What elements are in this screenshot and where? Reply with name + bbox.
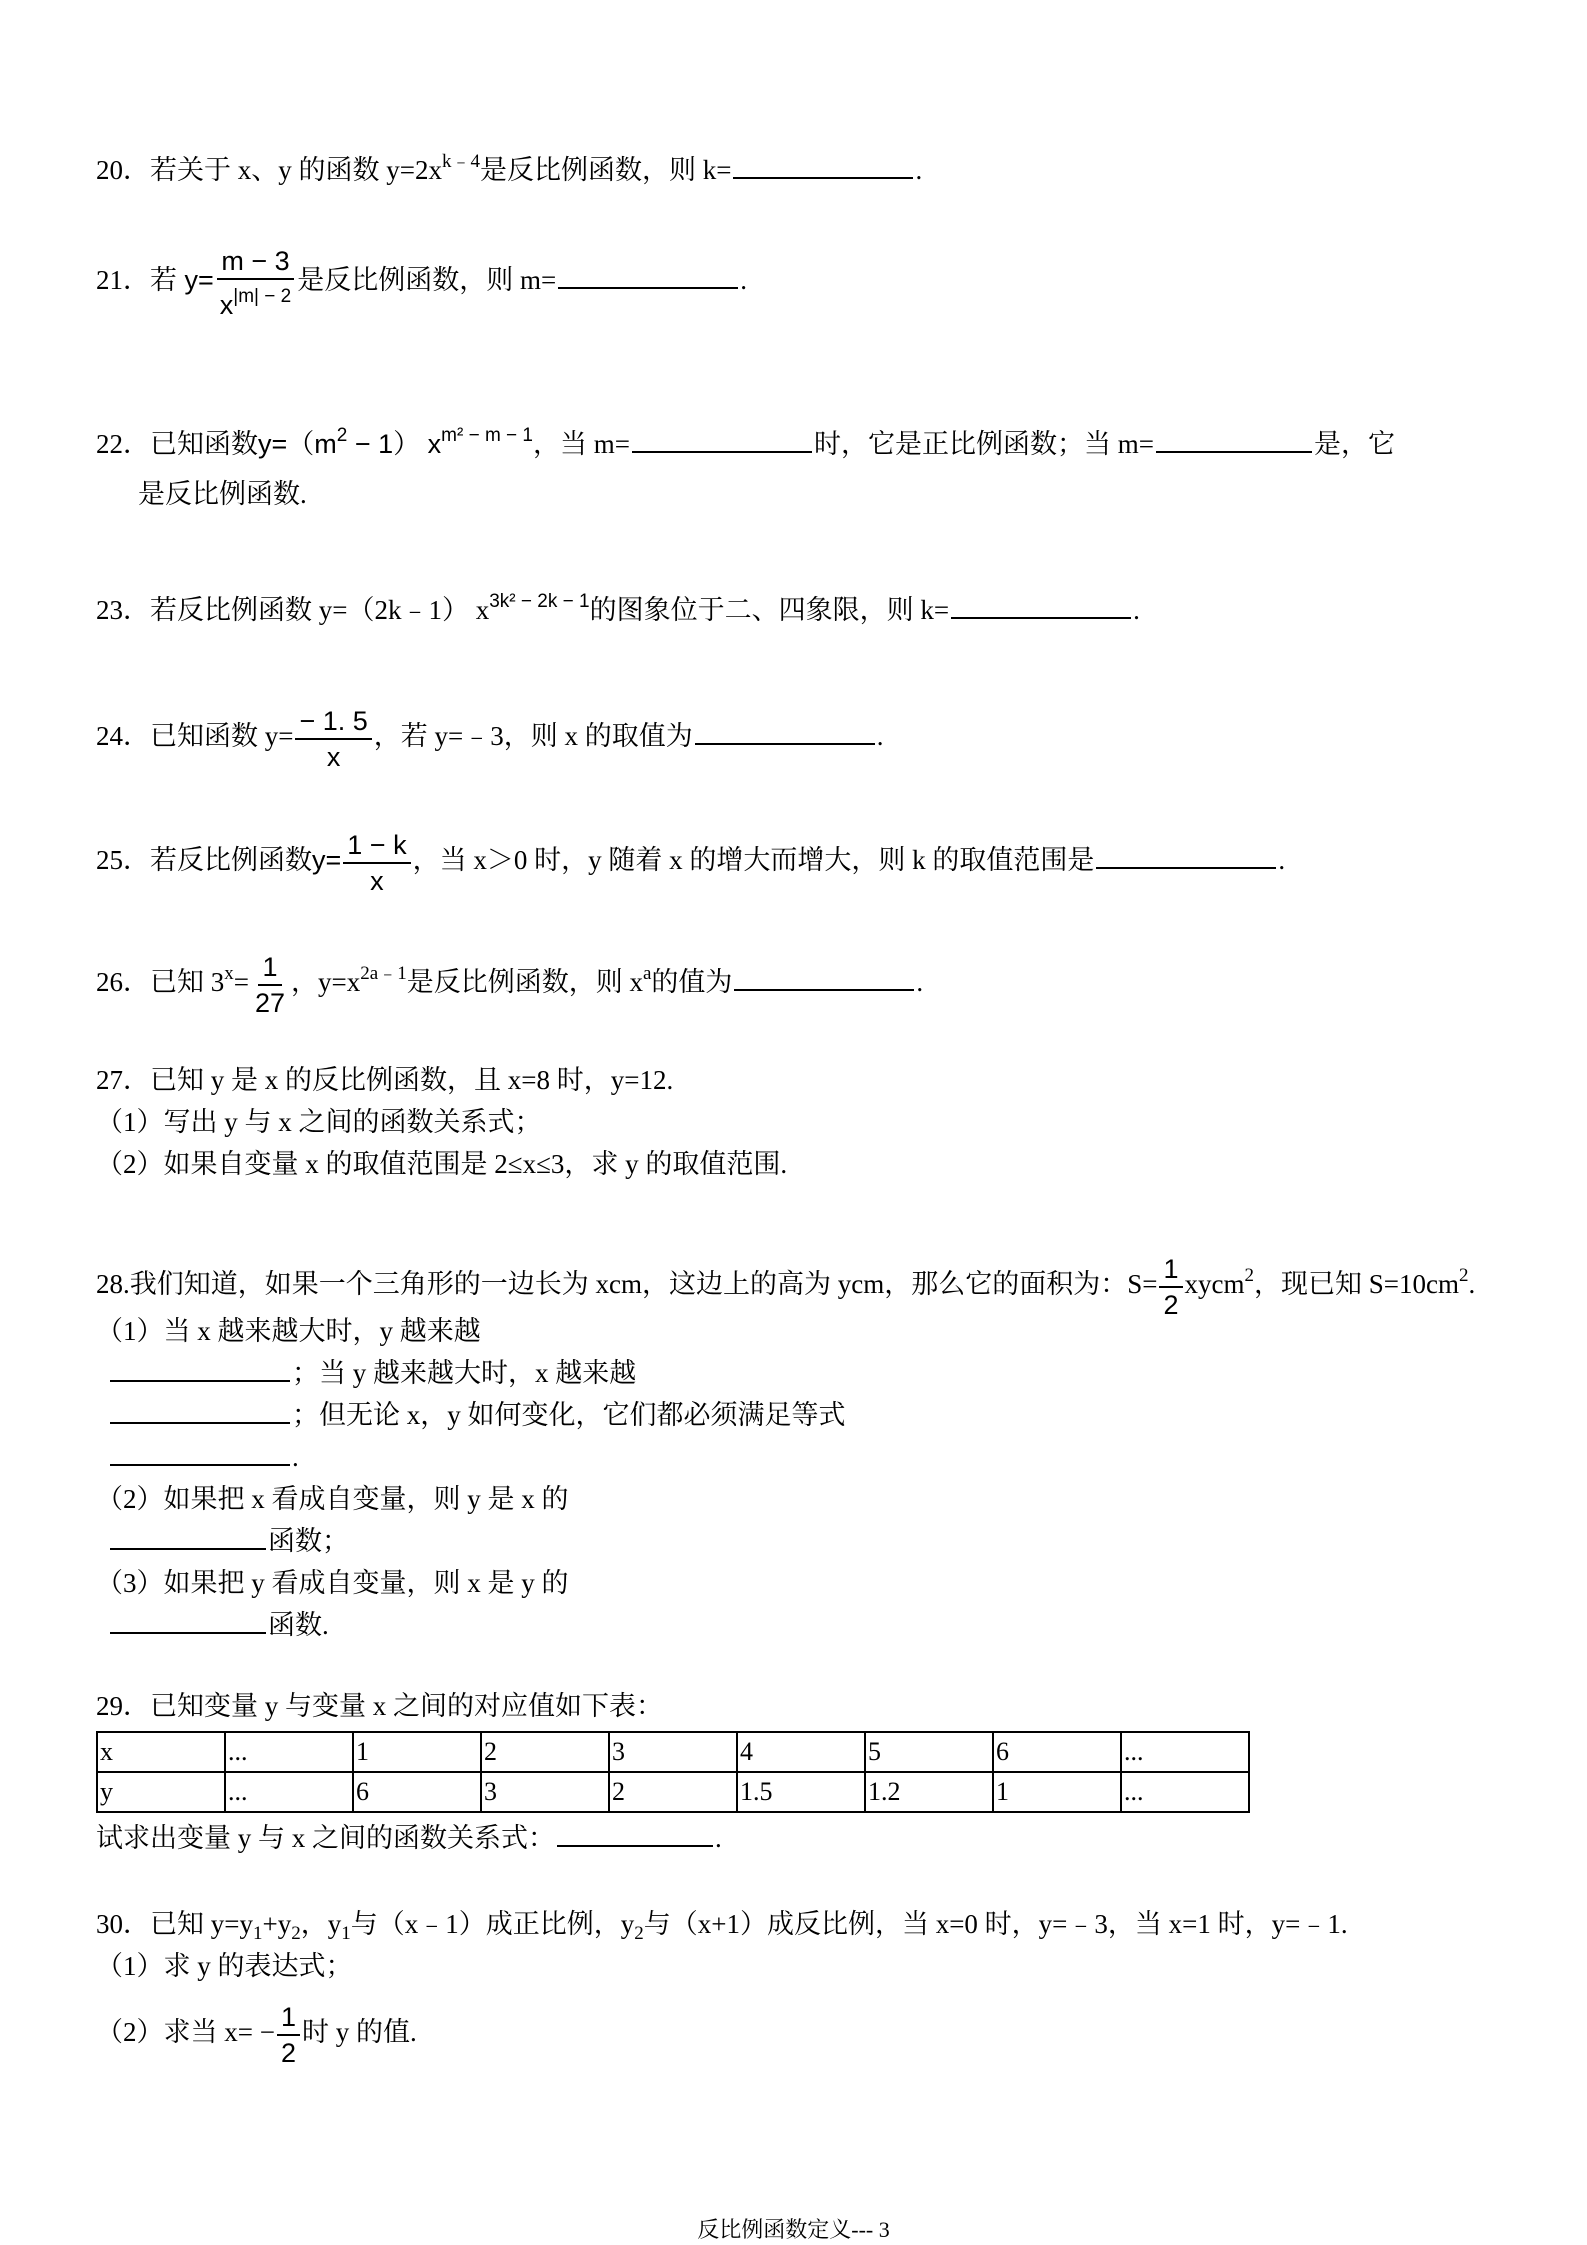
- q25-answer-blank[interactable]: [1096, 845, 1276, 869]
- question-30: 30．已知 $y=y_1+y_2$，$y_1$与（x﹣1）成正比例，$y_2$与（x+1）成反比例，当 x=0 时，y=﹣3，当 x=1 时，y=﹣1.: [96, 1909, 1348, 1944]
- table-cell: x: [97, 1732, 225, 1772]
- question-28: 28.我们知道，如果一个三角形的一边长为 xcm，这边上的高为 ycm，那么它的面积为：S= $\frac{1}{2}$ xycm$^2$，现已知 $S=10cm^2$.: [96, 1254, 1476, 1320]
- table-cell: 4: [737, 1732, 865, 1772]
- table-row-x: [97, 1732, 1249, 1772]
- table-cell: 1: [353, 1732, 481, 1772]
- table-cell: 1.5: [737, 1772, 865, 1812]
- table-cell: 6: [353, 1772, 481, 1812]
- page-footer: 反比例函数定义--- 3: [697, 2217, 890, 2242]
- q24-answer-blank[interactable]: [695, 721, 875, 745]
- table-cell: ...: [1121, 1732, 1249, 1772]
- q21-fraction: $\frac{m - 3}{x^{|m| - 2}}$: [216, 244, 295, 322]
- question-22: 22．已知函数$y=(m^2 - 1)$ $x^{m^2 - m - 1}$，当 m= 时，它是正比例函数；当 m= 是，它: [96, 425, 1395, 459]
- question-27: 27．已知 y 是 x 的反比例函数，且 x=8 时，y=12.: [96, 1065, 674, 1095]
- question-28-line2: ；当 y 越来越大时，x 越来越: [108, 1355, 636, 1391]
- question-27-part2: （2）如果自变量 x 的取值范围是 2≤x≤3，求 y 的取值范围.: [96, 1149, 788, 1179]
- values-table: [96, 1731, 1250, 1813]
- table-cell: 3: [481, 1772, 609, 1812]
- question-24: 24．已知函数 y= $\frac{- 1. 5}{x}$ ，若 y=﹣3，则 x 的取值为 .: [96, 706, 884, 772]
- question-28-line8: 函数.: [108, 1607, 329, 1643]
- q28-answer-blank-5[interactable]: [110, 1610, 266, 1634]
- table-row-y: [97, 1772, 1249, 1812]
- question-28-line7: （3）如果把 y 看成自变量，则 x 是 y 的: [96, 1568, 569, 1598]
- table-cell: ...: [1121, 1772, 1249, 1812]
- question-28-line5: （2）如果把 x 看成自变量，则 y 是 x 的: [96, 1484, 569, 1514]
- table-cell: 5: [865, 1732, 993, 1772]
- question-26: 26．已知 $3^x=$ $\frac{1}{27}$ ，$y=x^{2a﹣1}$是反比例函数，则 $x^a$的值为 .: [96, 952, 924, 1018]
- question-29: 29．已知变量 y 与变量 x 之间的对应值如下表：: [96, 1691, 663, 1721]
- q30-fraction: $\frac{1}{2}$: [277, 2000, 300, 2070]
- table-cell: y: [97, 1772, 225, 1812]
- q20-answer-blank[interactable]: [733, 155, 913, 179]
- q23-answer-blank[interactable]: [951, 595, 1131, 619]
- question-27-part1: （1）写出 y 与 x 之间的函数关系式；: [96, 1107, 542, 1137]
- q28-answer-blank-1[interactable]: [110, 1358, 290, 1382]
- question-30-part2: （2）求当 x= − $\frac{1}{2}$ 时 y 的值.: [96, 2002, 417, 2068]
- q28-fraction: $\frac{1}{2}$: [1159, 1252, 1182, 1322]
- table-cell: 1.2: [865, 1772, 993, 1812]
- table-cell: ...: [225, 1732, 353, 1772]
- question-30-part1: （1）求 y 的表达式；: [96, 1951, 353, 1981]
- q24-fraction: $\frac{- 1. 5}{x}$: [295, 704, 371, 774]
- q26-answer-blank[interactable]: [734, 967, 914, 991]
- q28-answer-blank-2[interactable]: [110, 1400, 290, 1424]
- q22-answer-blank-1[interactable]: [632, 429, 812, 453]
- table-cell: ...: [225, 1772, 353, 1812]
- q25-fraction: $\frac{1 - k}{x}$: [343, 828, 410, 898]
- question-20: 20．若关于 x、y 的函数 $y=2x^{k﹣4}$是反比例函数，则 k= .: [96, 151, 923, 185]
- question-25: 25．若反比例函数y= $\frac{1 - k}{x}$ ，当 x＞0 时，y 随着 x 的增大而增大，则 k 的取值范围是 .: [96, 830, 1286, 896]
- q28-answer-blank-3[interactable]: [110, 1442, 290, 1466]
- question-28-line3: ；但无论 x，y 如何变化，它们都必须满足等式: [108, 1397, 846, 1433]
- q26-fraction: $\frac{1}{27}$: [254, 952, 286, 1018]
- question-29-after: 试求出变量 y 与 x 之间的函数关系式： .: [96, 1823, 722, 1853]
- question-28-line1: （1）当 x 越来越大时，y 越来越: [96, 1316, 481, 1346]
- q20-number: 20．: [96, 155, 150, 185]
- q28-answer-blank-4[interactable]: [110, 1526, 266, 1550]
- q29-answer-blank[interactable]: [557, 1823, 713, 1847]
- table-cell: 2: [609, 1772, 737, 1812]
- q21-answer-blank[interactable]: [558, 265, 738, 289]
- question-23: 23．若反比例函数 y=（2k﹣1） $x^{3k^2 - 2k - 1}$的图象位于二、四象限，则 k= .: [96, 591, 1140, 625]
- table-cell: 1: [993, 1772, 1121, 1812]
- q22-answer-blank-2[interactable]: [1156, 429, 1312, 453]
- question-28-line6: 函数；: [108, 1523, 349, 1559]
- table-cell: 3: [609, 1732, 737, 1772]
- question-28-line4: .: [108, 1439, 299, 1475]
- question-21: 21．若 y= $\frac{m - 3}{x^{|m| - 2}}$ 是反比例函数，则 m= .: [96, 246, 747, 320]
- table-cell: 6: [993, 1732, 1121, 1772]
- table-cell: 2: [481, 1732, 609, 1772]
- question-22-line2: 是反比例函数.: [138, 479, 307, 509]
